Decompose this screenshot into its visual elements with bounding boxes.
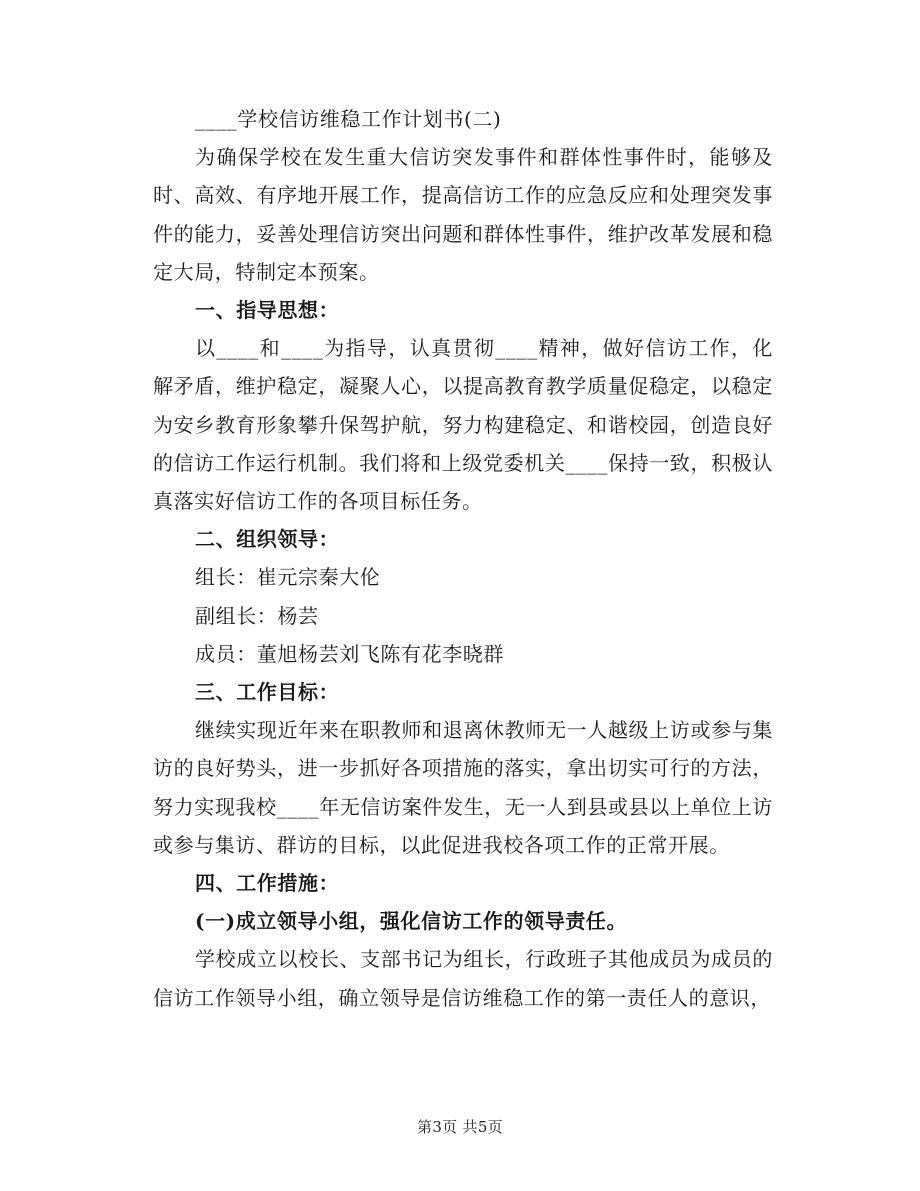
- section-heading-guiding-ideology: 一、指导思想：: [195, 298, 340, 323]
- leadership-group-paragraph: 学校成立以校长、支部书记为组长，行政班子其他成员为成员的信访工作领导小组，确立领导是信访维稳工作的第一责任人的意识，: [153, 947, 773, 1010]
- work-goals-paragraph: 继续实现近年来在职教师和退离休教师无一人越级上访或参与集访的良好势头，进一步抓好各项措施的落实，拿出切实可行的方法，努力实现我校____年无信访案件发生，无一人到县或县以上单位上访或参与集访、群访的目标，以此促进我校各项工作的正常开展。: [153, 718, 773, 857]
- section-heading-work-measures: 四、工作措施：: [195, 871, 340, 896]
- document-title: ____学校信访维稳工作计划书(二): [195, 107, 502, 131]
- deputy-leader-line: 副组长：杨芸: [195, 603, 319, 628]
- section-heading-organization: 二、组织领导：: [195, 527, 340, 552]
- section-heading-work-goals: 三、工作目标：: [195, 680, 340, 705]
- group-leader-line: 组长：崔元宗秦大伦: [195, 565, 381, 590]
- document-body: [153, 100, 773, 1017]
- page-number-footer: 第3页 共5页: [417, 1118, 503, 1136]
- members-line: 成员：董旭杨芸刘飞陈有花李晓群: [195, 641, 504, 666]
- intro-paragraph: 为确保学校在发生重大信访突发事件和群体性事件时，能够及时、高效、有序地开展工作，提高信访工作的应急反应和处理突发事件的能力，妥善处理信访突出问题和群体性事件，维护改革发展和稳定大局，特制定本预案。: [153, 145, 773, 284]
- guiding-ideology-paragraph: 以____和____为指导，认真贯彻____精神，做好信访工作，化解矛盾，维护稳定，凝聚人心，以提高教育教学质量促稳定，以稳定为安乡教育形象攀升保驾护航，努力构建稳定、和谐校园，创造良好的信访工作运行机制。我们将和上级党委机关____保持一致，积极认真落实好信访工作的各项目标任务。: [153, 336, 773, 514]
- subsection-heading-leadership-group: (一)成立领导小组，强化信访工作的领导责任。: [195, 909, 628, 934]
